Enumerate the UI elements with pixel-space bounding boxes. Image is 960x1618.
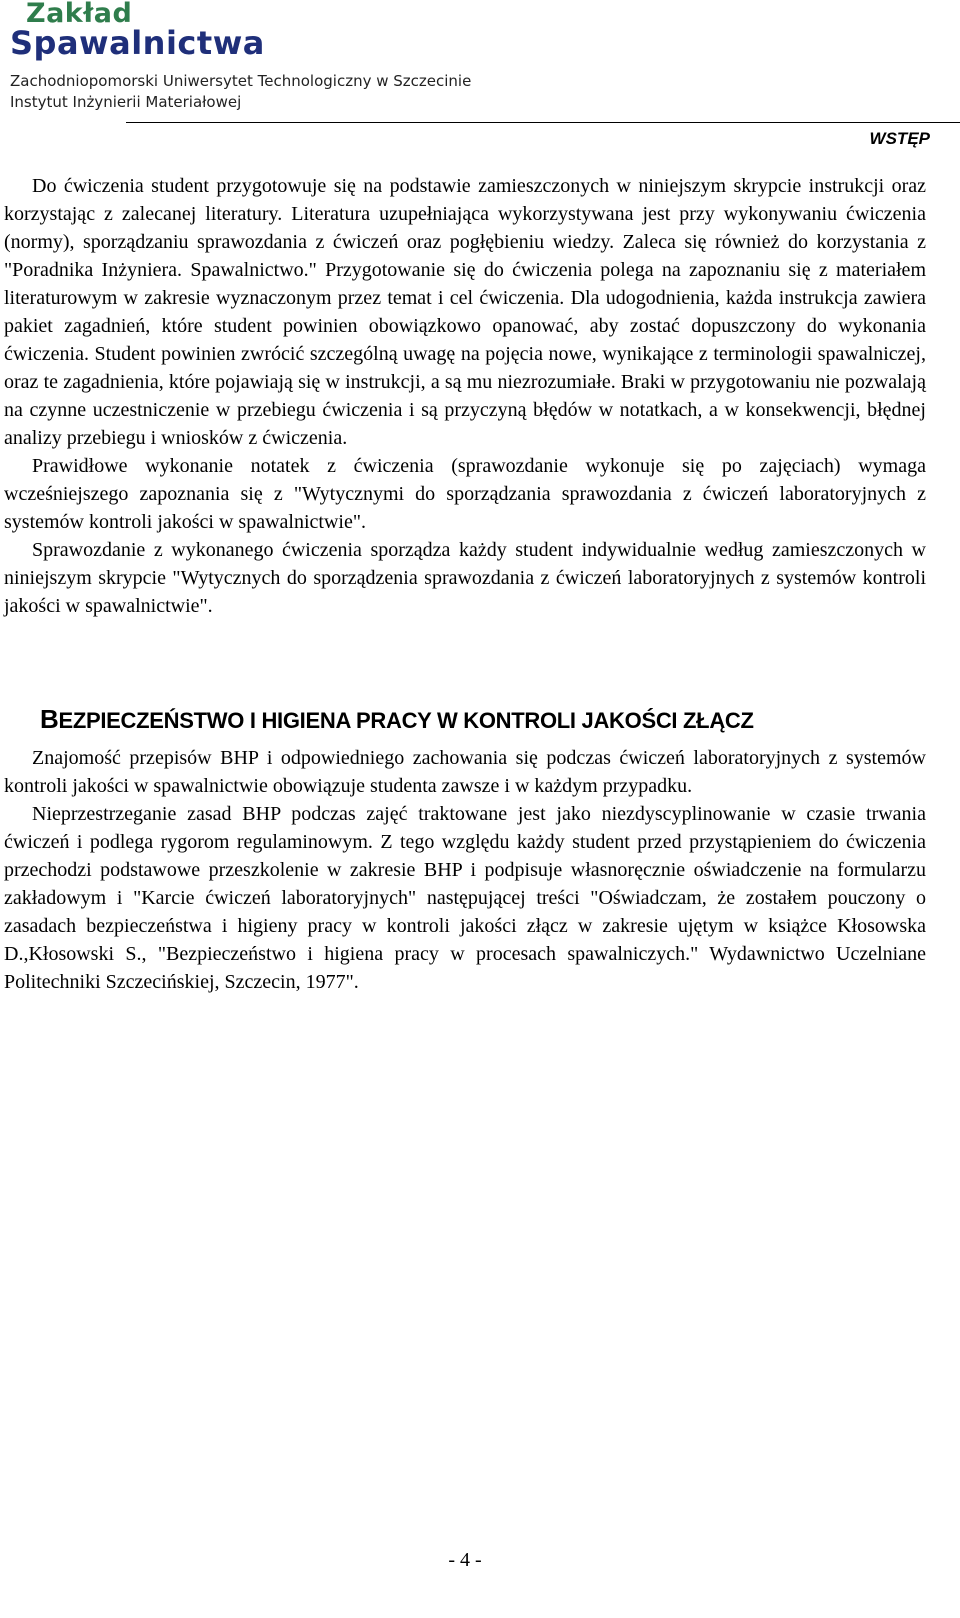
institute-name: Instytut Inżynierii Materiałowej bbox=[10, 93, 242, 111]
logo-text-spawalnictwa: Spawalnictwa bbox=[10, 24, 265, 62]
page-number: - 4 - bbox=[448, 1549, 482, 1571]
section-heading-safety bbox=[40, 704, 754, 736]
heading-rest: EZPIECZEŃSTWO I HIGIENA PRACY W KONTROLI JAKOŚCI ZŁĄCZ bbox=[58, 708, 754, 733]
logo-text-zaklad: Zakład bbox=[26, 0, 133, 29]
heading-initial: B bbox=[40, 704, 59, 734]
paragraph: Nieprzestrzeganie zasad BHP podczas zajęć traktowane jest jako niezdyscyplinowanie w czasie trwania ćwiczeń i podlega rygorom regulaminowym. Z tego względu każdy student przed przystąpieniem do ćwiczenia przechodzi podstawowe przeszkolenie w zakresie BHP i podpisuje własnoręcznie oświadczenie na formularzu zakładowym i "Karcie ćwiczeń laboratoryjnych" następującej treści "Oświadczam, że zostałem pouczony o zasadach bezpieczeństwa i higieny pracy w kontroli jakości złącz w zakresie ujętym w książce Kłosowska D.,Kłosowski S., "Bezpieczeństwo i higiena pracy w procesach spawalniczych." Wydawnictwo Uczelniane Politechniki Szczecińskiej, Szczecin, 1977". bbox=[4, 803, 926, 993]
safety-section bbox=[4, 744, 926, 996]
section-label: WSTĘP bbox=[869, 129, 930, 148]
intro-section bbox=[4, 172, 926, 620]
paragraph: Sprawozdanie z wykonanego ćwiczenia sporządza każdy student indywidualnie według zamieszczonych w niniejszym skrypcie "Wytycznych do sporządzenia sprawozdania z ćwiczeń laboratoryjnych z systemów kontroli jakości w spawalnictwie". bbox=[4, 539, 926, 617]
paragraph: Prawidłowe wykonanie notatek z ćwiczenia (sprawozdanie wykonuje się po zajęciach) wymaga wcześniejszego zapoznania się z "Wytycznymi do sporządzania sprawozdania z ćwiczeń laboratoryjnych z systemów kontroli jakości w spawalnictwie". bbox=[4, 455, 926, 533]
university-name: Zachodniopomorski Uniwersytet Technologiczny w Szczecinie bbox=[10, 72, 472, 90]
header-divider bbox=[126, 122, 960, 123]
paragraph: Znajomość przepisów BHP i odpowiedniego zachowania się podczas ćwiczeń laboratoryjnych z systemów kontroli jakości w spawalnictwie obowiązuje studenta zawsze i w każdym przypadku. bbox=[4, 747, 926, 797]
paragraph: Do ćwiczenia student przygotowuje się na podstawie zamieszczonych w niniejszym skrypcie instrukcji oraz korzystając z zalecanej literatury. Literatura uzupełniająca wykorzystywana jest przy wykonywaniu ćwiczenia (normy), sporządzaniu sprawozdania z ćwiczeń oraz pogłębieniu wiedzy. Zaleca się również do korzystania z "Poradnika Inżyniera. Spawalnictwo." Przygotowanie się do ćwiczenia polega na zapoznaniu się z materiałem literaturowym w zakresie wyznaczonym przez temat i cel ćwiczenia. Dla udogodnienia, każda instrukcja zawiera pakiet zagadnień, które student powinien obowiązkowo opanować, aby zostać dopuszczony do wykonania ćwiczenia. Student powinien zwrócić szczególną uwagę na pojęcia nowe, wynikające z terminologii spawalniczej, oraz te zagadnienia, które pojawiają się w instrukcji, a są mu niezrozumiałe. Braki w przygotowaniu nie pozwalają na czynne uczestniczenie w przebiegu ćwiczenia i są przyczyną błędów w notatkach, a w konsekwencji, błędnej analizy przebiegu i wniosków z ćwiczenia. bbox=[4, 175, 926, 449]
